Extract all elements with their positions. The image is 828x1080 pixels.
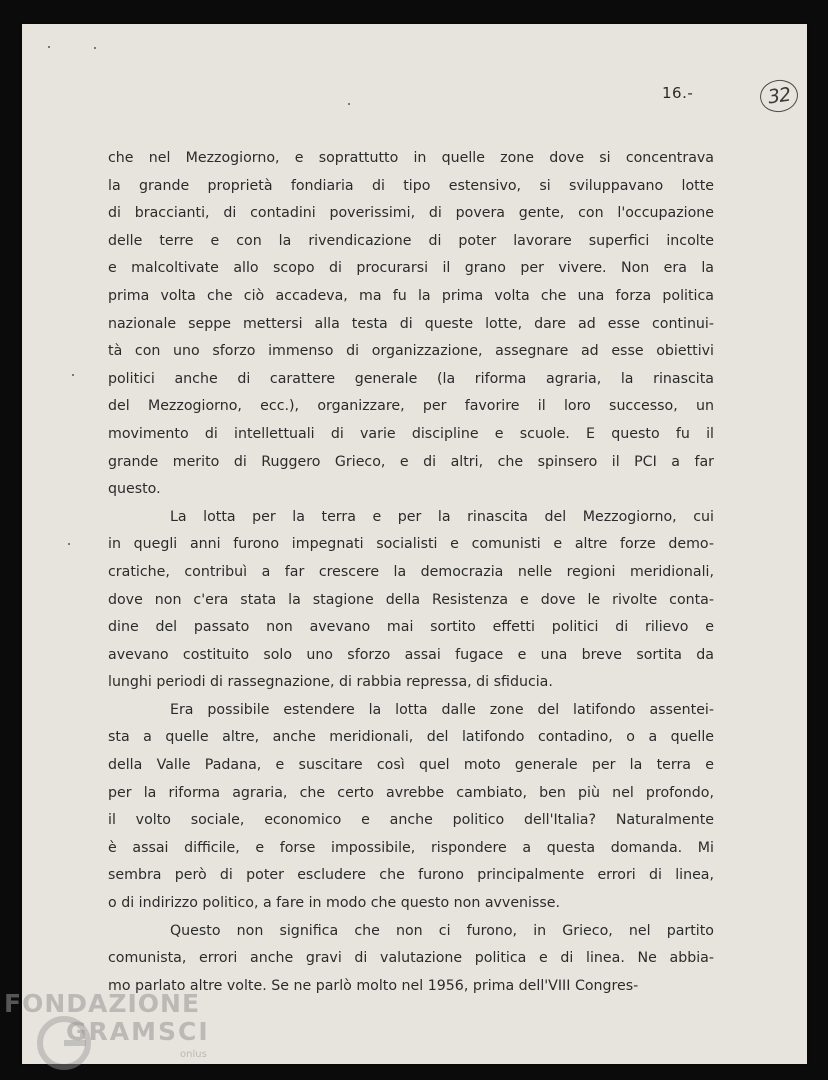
text-line: la grande proprietà fondiaria di tipo estensivo, si sviluppavano lotte <box>108 177 714 194</box>
text-line: nazionale seppe mettersi alla testa di queste lotte, dare ad esse continui- <box>108 315 714 332</box>
text-line: della Valle Padana, e suscitare così quel moto generale per la terra e <box>108 757 714 774</box>
text-line: La lotta per la terra e per la rinascita del Mezzogiorno, cui <box>170 508 714 525</box>
text-line: delle terre e con la rivendicazione di poter lavorare superfici incolte <box>108 232 714 249</box>
text-line: sembra però di poter escludere che furono principalmente errori di linea, <box>108 867 714 884</box>
text-line: per la riforma agraria, che certo avrebbe cambiato, ben più nel profondo, <box>108 784 714 801</box>
watermark-onlus: onlus <box>180 1049 207 1060</box>
text-line: il volto sociale, economico e anche politico dell'Italia? Naturalmente <box>108 812 714 829</box>
page-number: 16.- <box>662 84 694 102</box>
text-line: Era possibile estendere la lotta dalle zone del latifondo assentei- <box>170 701 714 718</box>
text-line: prima volta che ciò accadeva, ma fu la prima volta che una forza politica <box>108 287 714 304</box>
text-line: Questo non significa che non ci furono, in Grieco, nel partito <box>170 922 714 939</box>
text-line: che nel Mezzogiorno, e soprattutto in quelle zone dove si concentrava <box>108 150 714 166</box>
text-line: grande merito di Ruggero Grieco, e di altri, che spinsero il PCI a far <box>108 453 714 470</box>
text-line: sta a quelle altre, anche meridionali, del latifondo contadino, o a quelle <box>108 729 714 746</box>
text-line: politici anche di carattere generale (la riforma agraria, la rinascita <box>108 370 714 387</box>
text-line: o di indirizzo politico, a fare in modo che questo non avvenisse. <box>108 895 560 912</box>
text-line: del Mezzogiorno, ecc.), organizzare, per favorire il loro successo, un <box>108 398 714 415</box>
text-line: movimento di intellettuali di varie discipline e scuole. E questo fu il <box>108 425 714 442</box>
watermark-line2: GRAMSCI <box>66 1017 210 1046</box>
document-body <box>108 145 714 1000</box>
text-line: cratiche, contribuì a far crescere la democrazia nelle regioni meridionali, <box>108 563 714 580</box>
paper-speck <box>94 47 96 49</box>
text-line: comunista, errori anche gravi di valutazione politica e di linea. Ne abbia- <box>108 950 714 967</box>
text-line: e malcoltivate allo scopo di procurarsi il grano per vivere. Non era la <box>108 260 714 277</box>
archive-number-stamp <box>758 78 800 115</box>
text-line: dove non c'era stata la stagione della Resistenza e dove le rivolte conta- <box>108 591 714 608</box>
text-line: è assai difficile, e forse impossibile, rispondere a questa domanda. Mi <box>108 839 714 856</box>
paper-speck <box>68 543 70 545</box>
paper-speck <box>48 46 50 48</box>
paper-speck <box>72 374 74 376</box>
text-line: in quegli anni furono impegnati socialisti e comunisti e altre forze demo- <box>108 536 714 553</box>
paper-speck <box>348 103 350 105</box>
text-line: avevano costituito solo uno sforzo assai fugace e una breve sortita da <box>108 646 714 663</box>
text-line: lunghi periodi di rassegnazione, di rabbia repressa, di sfiducia. <box>108 674 553 691</box>
text-line: di braccianti, di contadini poverissimi, di povera gente, con l'occupazione <box>108 205 714 222</box>
text-line: dine del passato non avevano mai sortito effetti politici di rilievo e <box>108 619 714 636</box>
text-line: tà con uno sforzo immenso di organizzazione, assegnare ad esse obiettivi <box>108 343 714 360</box>
text-line: mo parlato altre volte. Se ne parlò molto nel 1956, prima dell'VIII Congres- <box>108 977 639 994</box>
text-line: questo. <box>108 481 161 498</box>
archive-number: 32 <box>766 83 792 109</box>
watermark-line1: FONDAZIONE <box>4 989 201 1018</box>
